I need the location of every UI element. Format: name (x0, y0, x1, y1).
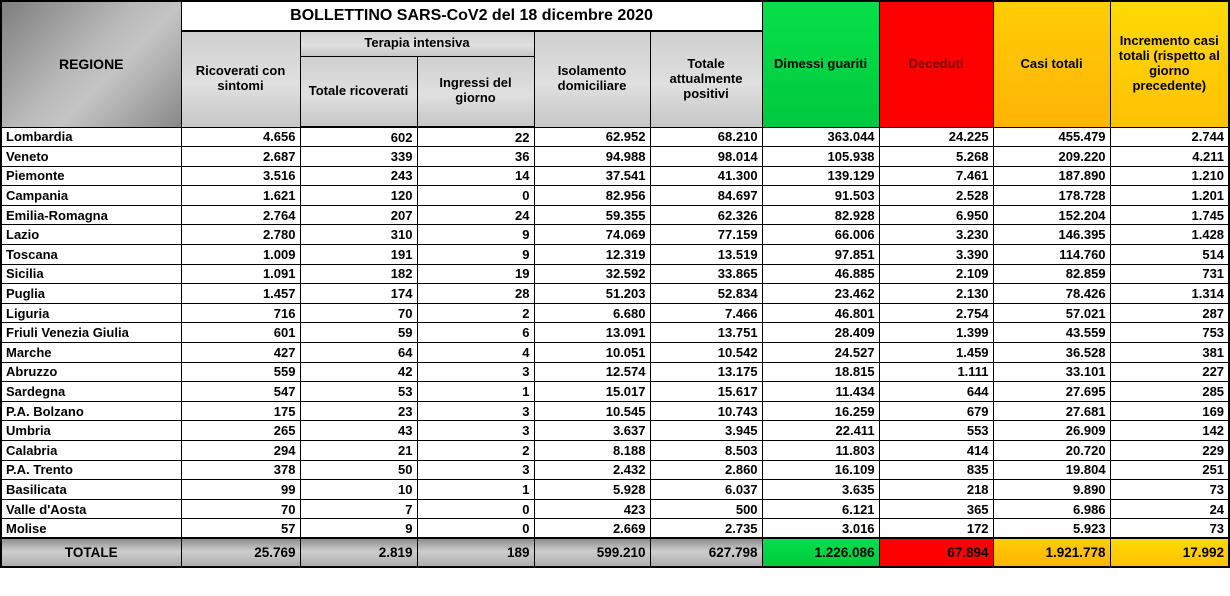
value-cell: 3.230 (879, 225, 993, 245)
table-row (1, 362, 1229, 382)
value-cell: 32.592 (534, 264, 650, 284)
table-row (1, 441, 1229, 461)
value-cell: 12.319 (534, 245, 650, 265)
value-cell: 187.890 (993, 166, 1110, 186)
value-cell: 169 (1110, 401, 1229, 421)
value-cell: 64 (300, 343, 417, 363)
total-casi-cell: 1.921.778 (993, 538, 1110, 567)
value-cell: 227 (1110, 362, 1229, 382)
value-cell: 6.121 (762, 499, 879, 519)
value-cell: 2 (417, 303, 534, 323)
value-cell: 1.399 (879, 323, 993, 343)
value-cell: 18.815 (762, 362, 879, 382)
value-cell: 43 (300, 421, 417, 441)
value-cell: 1.428 (1110, 225, 1229, 245)
table-row (1, 127, 1229, 147)
value-cell: 33.101 (993, 362, 1110, 382)
value-cell: 8.503 (650, 441, 762, 461)
total-label-cell: TOTALE (1, 538, 181, 567)
ti-totale-ricoverati-header: Totale ricoverati (300, 56, 417, 127)
value-cell: 679 (879, 401, 993, 421)
value-cell: 21 (300, 441, 417, 461)
value-cell: 59.355 (534, 205, 650, 225)
region-name-cell: Lazio (1, 225, 181, 245)
value-cell: 13.751 (650, 323, 762, 343)
value-cell: 9 (300, 519, 417, 539)
value-cell: 265 (181, 421, 300, 441)
value-cell: 5.268 (879, 147, 993, 167)
value-cell: 6 (417, 323, 534, 343)
value-cell: 139.129 (762, 166, 879, 186)
total-deceduti-cell: 67.894 (879, 538, 993, 567)
value-cell: 14 (417, 166, 534, 186)
value-cell: 365 (879, 499, 993, 519)
value-cell: 1.314 (1110, 284, 1229, 304)
value-cell: 43.559 (993, 323, 1110, 343)
region-name-cell: Puglia (1, 284, 181, 304)
ricoverati-sintomi-header: Ricoverati con sintomi (181, 31, 300, 127)
value-cell: 20.720 (993, 441, 1110, 461)
value-cell: 1.745 (1110, 205, 1229, 225)
value-cell: 3.635 (762, 480, 879, 500)
value-cell: 5.928 (534, 480, 650, 500)
value-cell: 601 (181, 323, 300, 343)
table-row (1, 460, 1229, 480)
value-cell: 2.109 (879, 264, 993, 284)
table-row (1, 166, 1229, 186)
value-cell: 28.409 (762, 323, 879, 343)
value-cell: 23 (300, 401, 417, 421)
value-cell: 514 (1110, 245, 1229, 265)
value-cell: 2.528 (879, 186, 993, 206)
value-cell: 22 (417, 127, 534, 147)
value-cell: 2.669 (534, 519, 650, 539)
value-cell: 4 (417, 343, 534, 363)
value-cell: 11.434 (762, 382, 879, 402)
value-cell: 3.637 (534, 421, 650, 441)
value-cell: 6.680 (534, 303, 650, 323)
value-cell: 10.743 (650, 401, 762, 421)
value-cell: 243 (300, 166, 417, 186)
value-cell: 82.956 (534, 186, 650, 206)
table-row (1, 401, 1229, 421)
value-cell: 36.528 (993, 343, 1110, 363)
value-cell: 9.890 (993, 480, 1110, 500)
value-cell: 16.259 (762, 401, 879, 421)
value-cell: 8.188 (534, 441, 650, 461)
value-cell: 152.204 (993, 205, 1110, 225)
table-row (1, 480, 1229, 500)
value-cell: 7.466 (650, 303, 762, 323)
value-cell: 114.760 (993, 245, 1110, 265)
value-cell: 13.175 (650, 362, 762, 382)
value-cell: 175 (181, 401, 300, 421)
region-name-cell: Umbria (1, 421, 181, 441)
total-dimessi-cell: 1.226.086 (762, 538, 879, 567)
value-cell: 2.860 (650, 460, 762, 480)
value-cell: 3.945 (650, 421, 762, 441)
value-cell: 427 (181, 343, 300, 363)
value-cell: 51.203 (534, 284, 650, 304)
total-isolamento-cell: 599.210 (534, 538, 650, 567)
value-cell: 57.021 (993, 303, 1110, 323)
value-cell: 3.016 (762, 519, 879, 539)
value-cell: 0 (417, 499, 534, 519)
value-cell: 26.909 (993, 421, 1110, 441)
totale-positivi-header: Totale attualmente positivi (650, 31, 762, 127)
region-name-cell: P.A. Bolzano (1, 401, 181, 421)
value-cell: 91.503 (762, 186, 879, 206)
isolamento-header: Isolamento domiciliare (534, 31, 650, 127)
value-cell: 16.109 (762, 460, 879, 480)
total-row (1, 538, 1229, 567)
value-cell: 285 (1110, 382, 1229, 402)
table-body (1, 127, 1229, 538)
table-row (1, 264, 1229, 284)
value-cell: 191 (300, 245, 417, 265)
value-cell: 644 (879, 382, 993, 402)
value-cell: 207 (300, 205, 417, 225)
region-name-cell: Valle d'Aosta (1, 499, 181, 519)
value-cell: 251 (1110, 460, 1229, 480)
value-cell: 82.859 (993, 264, 1110, 284)
value-cell: 37.541 (534, 166, 650, 186)
value-cell: 74.069 (534, 225, 650, 245)
region-name-cell: P.A. Trento (1, 460, 181, 480)
value-cell: 218 (879, 480, 993, 500)
value-cell: 24 (1110, 499, 1229, 519)
value-cell: 455.479 (993, 127, 1110, 147)
value-cell: 24 (417, 205, 534, 225)
value-cell: 3 (417, 362, 534, 382)
value-cell: 229 (1110, 441, 1229, 461)
value-cell: 172 (879, 519, 993, 539)
value-cell: 3 (417, 421, 534, 441)
value-cell: 310 (300, 225, 417, 245)
value-cell: 3.390 (879, 245, 993, 265)
value-cell: 62.952 (534, 127, 650, 147)
table-row (1, 343, 1229, 363)
value-cell: 423 (534, 499, 650, 519)
value-cell: 10.051 (534, 343, 650, 363)
incremento-header: Incremento casi totali (rispetto al giorno precedente) (1110, 1, 1229, 127)
value-cell: 5.923 (993, 519, 1110, 539)
value-cell: 2.130 (879, 284, 993, 304)
table-row (1, 382, 1229, 402)
value-cell: 3 (417, 401, 534, 421)
value-cell: 1.457 (181, 284, 300, 304)
value-cell: 24.527 (762, 343, 879, 363)
value-cell: 753 (1110, 323, 1229, 343)
region-column-header: REGIONE (1, 1, 181, 127)
region-name-cell: Marche (1, 343, 181, 363)
value-cell: 36 (417, 147, 534, 167)
region-name-cell: Piemonte (1, 166, 181, 186)
table-footer (1, 538, 1229, 567)
total-incremento-cell: 17.992 (1110, 538, 1229, 567)
value-cell: 378 (181, 460, 300, 480)
value-cell: 84.697 (650, 186, 762, 206)
region-name-cell: Calabria (1, 441, 181, 461)
value-cell: 2.687 (181, 147, 300, 167)
value-cell: 70 (300, 303, 417, 323)
region-name-cell: Campania (1, 186, 181, 206)
value-cell: 294 (181, 441, 300, 461)
value-cell: 1.009 (181, 245, 300, 265)
region-name-cell: Basilicata (1, 480, 181, 500)
value-cell: 24.225 (879, 127, 993, 147)
value-cell: 1.091 (181, 264, 300, 284)
value-cell: 1.201 (1110, 186, 1229, 206)
table-row (1, 245, 1229, 265)
value-cell: 363.044 (762, 127, 879, 147)
value-cell: 78.426 (993, 284, 1110, 304)
value-cell: 182 (300, 264, 417, 284)
value-cell: 120 (300, 186, 417, 206)
value-cell: 41.300 (650, 166, 762, 186)
value-cell: 42 (300, 362, 417, 382)
value-cell: 77.159 (650, 225, 762, 245)
value-cell: 835 (879, 460, 993, 480)
value-cell: 0 (417, 519, 534, 539)
value-cell: 1.111 (879, 362, 993, 382)
value-cell: 52.834 (650, 284, 762, 304)
table-row (1, 205, 1229, 225)
value-cell: 13.519 (650, 245, 762, 265)
value-cell: 1.621 (181, 186, 300, 206)
value-cell: 22.411 (762, 421, 879, 441)
value-cell: 27.695 (993, 382, 1110, 402)
value-cell: 209.220 (993, 147, 1110, 167)
region-name-cell: Molise (1, 519, 181, 539)
value-cell: 2 (417, 441, 534, 461)
table-row (1, 421, 1229, 441)
value-cell: 57 (181, 519, 300, 539)
value-cell: 59 (300, 323, 417, 343)
table-row (1, 225, 1229, 245)
value-cell: 2.764 (181, 205, 300, 225)
value-cell: 2.754 (879, 303, 993, 323)
value-cell: 46.801 (762, 303, 879, 323)
table-row (1, 284, 1229, 304)
value-cell: 553 (879, 421, 993, 441)
value-cell: 2.432 (534, 460, 650, 480)
total-ricoverati-cell: 25.769 (181, 538, 300, 567)
region-name-cell: Liguria (1, 303, 181, 323)
value-cell: 3.516 (181, 166, 300, 186)
value-cell: 46.885 (762, 264, 879, 284)
total-ti-ricoverati-cell: 2.819 (300, 538, 417, 567)
table-header (1, 1, 1229, 127)
value-cell: 1.210 (1110, 166, 1229, 186)
value-cell: 339 (300, 147, 417, 167)
region-name-cell: Sicilia (1, 264, 181, 284)
value-cell: 500 (650, 499, 762, 519)
value-cell: 10 (300, 480, 417, 500)
value-cell: 62.326 (650, 205, 762, 225)
value-cell: 50 (300, 460, 417, 480)
value-cell: 1.459 (879, 343, 993, 363)
terapia-intensiva-group-header: Terapia intensiva (300, 31, 534, 56)
value-cell: 94.988 (534, 147, 650, 167)
value-cell: 12.574 (534, 362, 650, 382)
value-cell: 6.037 (650, 480, 762, 500)
table-row (1, 303, 1229, 323)
value-cell: 27.681 (993, 401, 1110, 421)
value-cell: 4.656 (181, 127, 300, 147)
value-cell: 70 (181, 499, 300, 519)
value-cell: 6.950 (879, 205, 993, 225)
casi-totali-header: Casi totali (993, 1, 1110, 127)
table-row (1, 147, 1229, 167)
region-name-cell: Veneto (1, 147, 181, 167)
region-name-cell: Abruzzo (1, 362, 181, 382)
value-cell: 9 (417, 225, 534, 245)
value-cell: 6.986 (993, 499, 1110, 519)
total-positivi-cell: 627.798 (650, 538, 762, 567)
value-cell: 33.865 (650, 264, 762, 284)
value-cell: 602 (300, 127, 417, 147)
total-ingressi-cell: 189 (417, 538, 534, 567)
value-cell: 99 (181, 480, 300, 500)
value-cell: 7.461 (879, 166, 993, 186)
value-cell: 1 (417, 382, 534, 402)
value-cell: 10.542 (650, 343, 762, 363)
table-row (1, 499, 1229, 519)
value-cell: 15.617 (650, 382, 762, 402)
value-cell: 559 (181, 362, 300, 382)
value-cell: 4.211 (1110, 147, 1229, 167)
value-cell: 9 (417, 245, 534, 265)
value-cell: 7 (300, 499, 417, 519)
value-cell: 19.804 (993, 460, 1110, 480)
header-row-title (1, 1, 1229, 31)
value-cell: 174 (300, 284, 417, 304)
value-cell: 23.462 (762, 284, 879, 304)
value-cell: 19 (417, 264, 534, 284)
table-row (1, 323, 1229, 343)
deceduti-header: Deceduti (879, 1, 993, 127)
region-name-cell: Lombardia (1, 127, 181, 147)
value-cell: 414 (879, 441, 993, 461)
value-cell: 146.395 (993, 225, 1110, 245)
value-cell: 731 (1110, 264, 1229, 284)
value-cell: 97.851 (762, 245, 879, 265)
value-cell: 2.744 (1110, 127, 1229, 147)
value-cell: 53 (300, 382, 417, 402)
region-name-cell: Friuli Venezia Giulia (1, 323, 181, 343)
region-name-cell: Sardegna (1, 382, 181, 402)
value-cell: 2.780 (181, 225, 300, 245)
table-row (1, 186, 1229, 206)
value-cell: 0 (417, 186, 534, 206)
value-cell: 547 (181, 382, 300, 402)
value-cell: 10.545 (534, 401, 650, 421)
value-cell: 2.735 (650, 519, 762, 539)
value-cell: 3 (417, 460, 534, 480)
region-name-cell: Emilia-Romagna (1, 205, 181, 225)
region-name-cell: Toscana (1, 245, 181, 265)
value-cell: 11.803 (762, 441, 879, 461)
value-cell: 15.017 (534, 382, 650, 402)
value-cell: 287 (1110, 303, 1229, 323)
value-cell: 82.928 (762, 205, 879, 225)
value-cell: 178.728 (993, 186, 1110, 206)
value-cell: 13.091 (534, 323, 650, 343)
value-cell: 66.006 (762, 225, 879, 245)
value-cell: 68.210 (650, 127, 762, 147)
dimessi-guariti-header: Dimessi guariti (762, 1, 879, 127)
ti-ingressi-giorno-header: Ingressi del giorno (417, 56, 534, 127)
value-cell: 28 (417, 284, 534, 304)
value-cell: 381 (1110, 343, 1229, 363)
value-cell: 73 (1110, 519, 1229, 539)
value-cell: 142 (1110, 421, 1229, 441)
value-cell: 98.014 (650, 147, 762, 167)
value-cell: 105.938 (762, 147, 879, 167)
bulletin-title: BOLLETTINO SARS-CoV2 del 18 dicembre 2020 (181, 1, 762, 31)
value-cell: 716 (181, 303, 300, 323)
value-cell: 73 (1110, 480, 1229, 500)
table-row (1, 519, 1229, 539)
value-cell: 1 (417, 480, 534, 500)
